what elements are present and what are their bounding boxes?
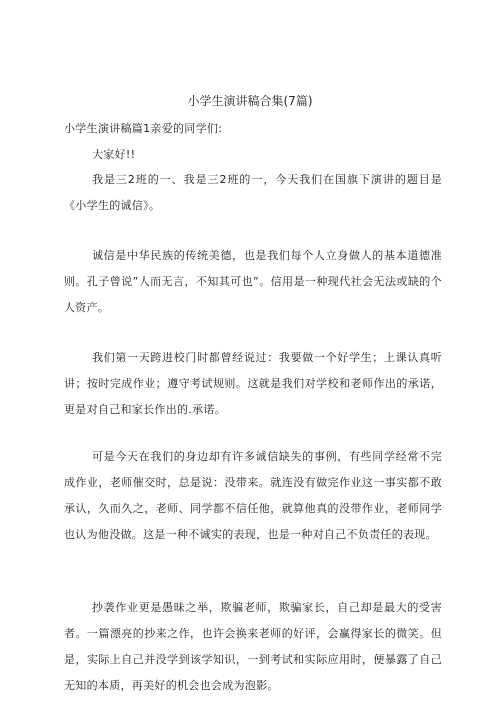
- paragraph-greeting: 大家好!!: [92, 148, 136, 161]
- paragraph-5: 抄袭作业更是愚昧之举，欺骗老师，欺骗家长，自己却是最大的受害者。一篇漂亮的抄来之作，也许会换来老师的好评，会赢得家长的微笑。但是，实际上自己并没学到该学知识，一到考试和实际应用时，便暴露了自己无知的本质，再美好的机会也会成为泡影。: [64, 601, 442, 692]
- paragraph-1: 我是三2班的一、我是三2班的一，今天我们在国旗下演讲的题目是《小学生的诚信》。: [64, 173, 442, 212]
- paragraph-3: 我们第一天跨进校门时都曾经说过：我要做一个好学生；上课认真听讲；按时完成作业；遵守考试规则。这就是我们对学校和老师作出的承诺，更是对自己和家长作出的.承诺。: [64, 351, 442, 416]
- paragraph-4: 可是今天在我们的身边却有许多诚信缺失的事例，有些同学经常不完成作业，老师催交时，总是说：没带来。就连没有做完作业这一事实都不敢承认，久而久之，老师、同学都不信任他，就算他真的没带作业，老师同学也认为他没做。这是一种不诚实的表现，也是一种对自己不负责任的表现。: [64, 450, 442, 541]
- document-title: 小学生演讲稿合集(7篇): [187, 94, 313, 108]
- paragraph-2: 诚信是中华民族的传统美德，也是我们每个人立身做人的基本道德准则。孔子曾说”人而无言，不知其可也”。信用是一种现代社会无法或缺的个人资产。: [64, 249, 442, 314]
- paragraph-intro: 小学生演讲稿篇1亲爱的同学们:: [64, 122, 223, 135]
